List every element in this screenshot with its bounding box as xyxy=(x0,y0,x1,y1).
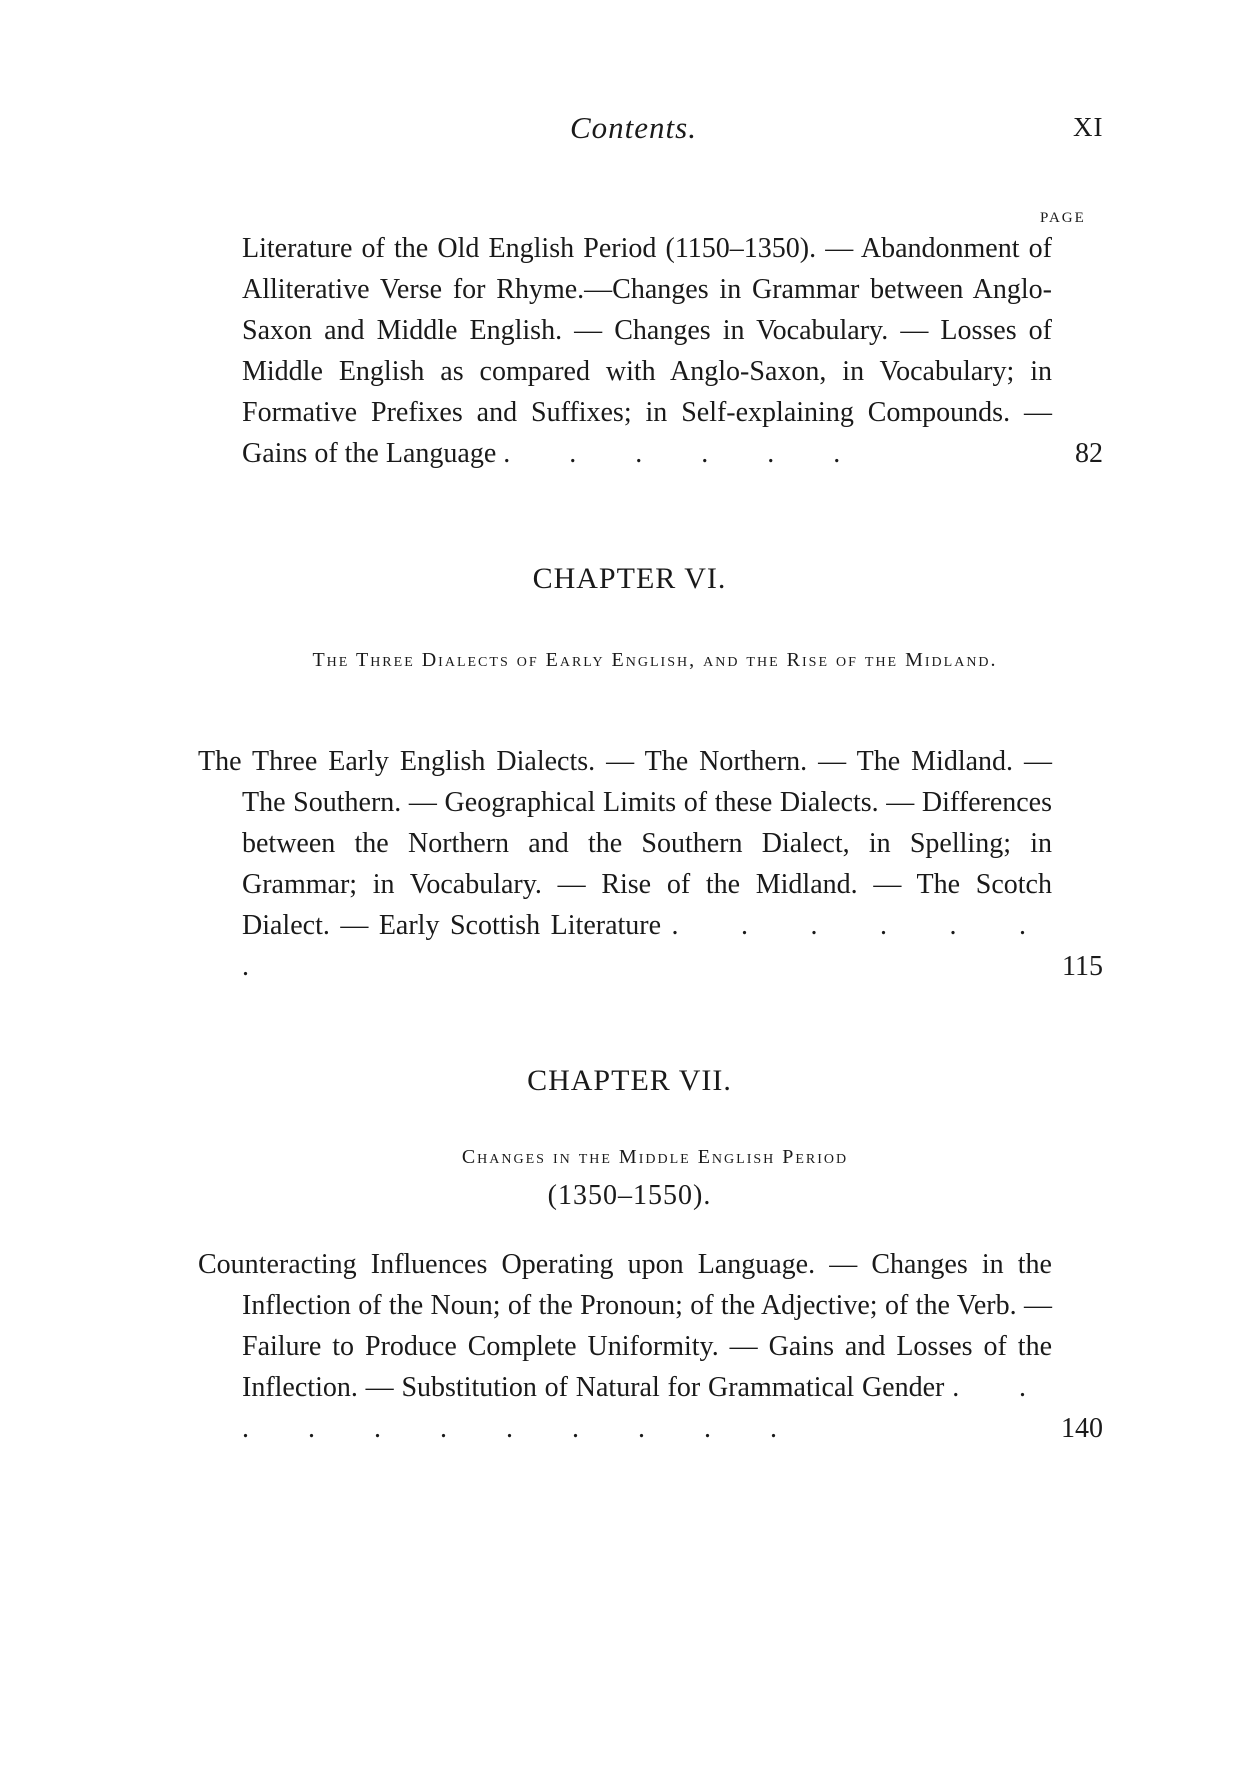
entry-page-number: 140 xyxy=(1061,1413,1103,1444)
page-number: XI xyxy=(1073,112,1104,142)
entry-text: Counteracting Influences Operating upon Language. — Changes in the Inflection of the Noun; of the Pronoun; of the Adjective; of the Verb. — Failure to Produce Complete Uniformity. — Gains and Losses of the Inflection. — Substitution of Natural for Grammatical Gender xyxy=(198,1249,1052,1403)
chapter-subtitle: Changes in the Middle English Period xyxy=(461,1146,849,1168)
entry-text: The Three Early English Dialects. — The Northern. — The Midland. — The Southern. — Geographical Limits of these Dialects. — Differences between the Northern and the Southern Dialect, in Spelling; in Grammar; in Vocabulary. — Rise of the Midland. — The Scotch Dialect. — Early Scottish Literature xyxy=(198,746,1052,941)
leader-dots: . . . . . . . . . . . xyxy=(242,1372,1052,1444)
entry-page-number: 115 xyxy=(1062,951,1103,982)
chapter-dates: (1350–1550). xyxy=(547,1180,712,1211)
leader-dots: . . . . . . . xyxy=(242,910,1053,982)
entry-page-number: 82 xyxy=(1075,438,1103,469)
leader-dots: . . . . . . xyxy=(503,438,867,469)
contents-entry xyxy=(198,741,1103,987)
contents-entry xyxy=(198,228,1103,474)
chapter-heading: CHAPTER VII. xyxy=(527,1064,732,1097)
chapter-heading: CHAPTER VI. xyxy=(532,562,727,595)
entry-text: Literature of the Old English Period (1150–1350). — Abandonment of Alliterative Verse for Rhyme.—Changes in Grammar between Anglo-Saxon and Middle English. — Changes in Vocabulary. — Losses of Middle English as compared with Anglo-Saxon, in Vocabulary; in Formative Prefixes and Suffixes; in Self-explaining Compounds. — Gains of the Language xyxy=(242,233,1052,469)
page-column-label: PAGE xyxy=(1040,210,1086,226)
running-head xyxy=(0,110,1259,150)
contents-entry xyxy=(198,1244,1103,1449)
chapter-subtitle: The Three Dialects of Early English, and the Rise of the Midland. xyxy=(312,649,998,671)
running-title: Contents. xyxy=(570,110,697,145)
